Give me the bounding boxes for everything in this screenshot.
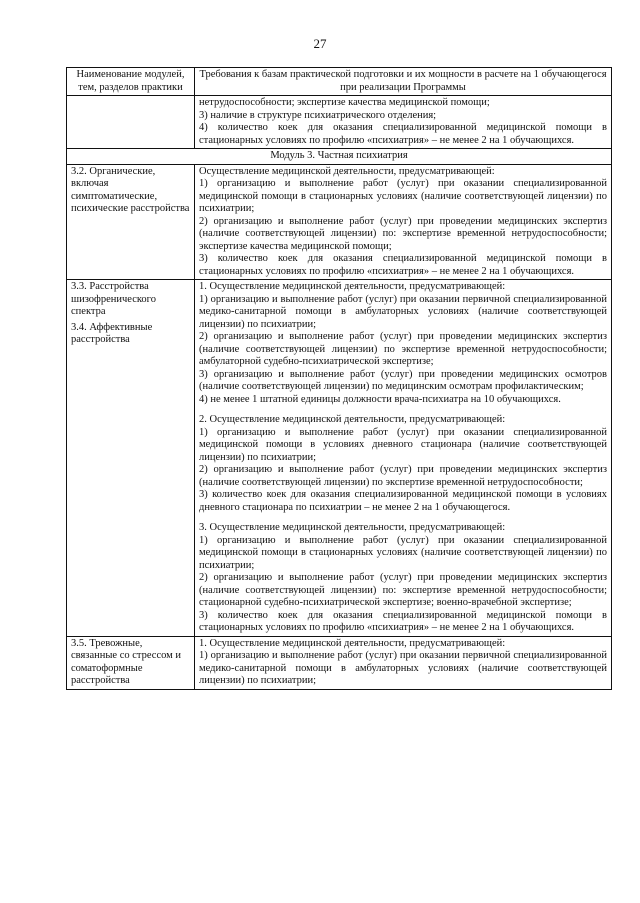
text-line: 1) организацию и выполнение работ (услуг) при оказании специализированной медицинской помощи в стационарных условиях (наличие соответствующей лицензии) по психиатрии; xyxy=(199,534,607,571)
empty-label-cell xyxy=(67,96,195,149)
text-line: 1. Осуществление медицинской деятельности, предусматривающей: xyxy=(199,281,506,292)
table-row xyxy=(67,96,612,149)
text-line: Осуществление медицинской деятельности, предусматривающей: xyxy=(199,165,495,177)
table-row xyxy=(67,164,612,280)
requirements-block-1 xyxy=(199,281,607,406)
module-title: Модуль 3. Частная психиатрия xyxy=(67,149,612,165)
section-label-cell xyxy=(67,164,195,280)
text-line: 2) организацию и выполнение работ (услуг) при проведении медицинских экспертиз (наличие соответствующей лицензии) по: экспертизе временной нетрудоспособности; стационарной судебно-психиатрической экспертизе; военно-врачебной экспертизе; xyxy=(199,572,607,608)
text-line: 2) организацию и выполнение работ (услуг) при проведении медицинских экспертиз (наличие соответствующей лицензии) по: экспертизе временной нетрудоспособности; экспертизе качества медицинской помощи; xyxy=(199,215,607,252)
table-header-row xyxy=(67,68,612,96)
column-header-requirements: Требования к базам практической подготовки и их мощности в расчете на 1 обучающегося при реализации Программы xyxy=(195,68,612,96)
text-line: 3) организацию и выполнение работ (услуг) при проведении медицинских осмотров (наличие соответствующей лицензии) по медицинским осмотрам профилактическим; xyxy=(199,368,607,392)
requirements-block-3 xyxy=(199,522,607,635)
section-label-cell xyxy=(67,280,195,637)
text-line: 3) наличие в структуре психиатрического отделения; xyxy=(199,109,437,121)
text-line: 1) организацию и выполнение работ (услуг) при оказании первичной специализированной медико-санитарной помощи в амбулаторных условиях (наличие соответствующей лицензии) по психиатрии; xyxy=(199,650,607,686)
text-line: 4) количество коек для оказания специализированной медицинской помощи в стационарных условиях по профилю «психиатрия» – не менее 2 на 1 обучающихся. xyxy=(199,122,607,146)
text-line: 1. Осуществление медицинской деятельности, предусматривающей: xyxy=(199,637,506,649)
section-requirements-cell xyxy=(195,636,612,689)
page-number: 27 xyxy=(313,36,327,51)
text-line: 3) количество коек для оказания специализированной медицинской помощи в стационарных условиях по профилю «психиатрия» – не менее 2 на 1 обучающихся. xyxy=(199,253,607,277)
section-requirements-cell xyxy=(195,280,612,637)
table-row xyxy=(67,280,612,637)
section-label-cell xyxy=(67,636,195,689)
section-requirements-cell xyxy=(195,164,612,280)
table-row xyxy=(67,636,612,689)
text-line: 2. Осуществление медицинской деятельности, предусматривающей: xyxy=(199,414,506,425)
module-row xyxy=(67,149,612,165)
column-header-modules: Наименование модулей, тем, разделов практики xyxy=(67,68,195,96)
requirements-table xyxy=(66,67,612,690)
text-line: 1) организацию и выполнение работ (услуг) при оказании специализированной медицинской помощи в условиях дневного стационара (наличие соответствующей лицензии) по психиатрии; xyxy=(199,426,607,463)
section-label: 3.2. Органические, включая симптоматические, психические расстройства xyxy=(71,165,190,214)
text-line: 3) количество коек для оказания специализированной медицинской помощи в условиях дневного стационара по психиатрии – не менее 2 на 1 обучающегося. xyxy=(199,489,607,513)
text-line: 3. Осуществление медицинской деятельности, предусматривающей: xyxy=(199,522,506,533)
section-label: 3.3. Расстройства шизофренического спектра xyxy=(71,281,156,317)
text-line: 1) организацию и выполнение работ (услуг) при оказании первичной специализированной медико-санитарной помощи в амбулаторных условиях (наличие соответствующей лицензии) по психиатрии; xyxy=(199,293,607,330)
requirements-block-2 xyxy=(199,414,607,514)
section-label: 3.5. Тревожные, связанные со стрессом и соматоформные расстройства xyxy=(71,637,182,686)
text-line: 2) организацию и выполнение работ (услуг) при проведении медицинских экспертиз (наличие соответствующей лицензии) по экспертизе временной нетрудоспособности; амбулаторной судебно-психиатрической экспертизе; xyxy=(199,331,607,367)
text-line: 3) количество коек для оказания специализированной медицинской помощи в стационарных условиях по профилю «психиатрия» – не менее 2 на 1 обучающихся. xyxy=(199,609,607,633)
text-line: 4) не менее 1 штатной единицы должности врача-психиатра на 10 обучающихся. xyxy=(199,393,561,405)
text-line: нетрудоспособности; экспертизе качества медицинской помощи; xyxy=(199,97,490,108)
continuation-cell xyxy=(195,96,612,149)
text-line: 2) организацию и выполнение работ (услуг) при проведении медицинских экспертиз (наличие соответствующей лицензии) по экспертизе временной нетрудоспособности; xyxy=(199,464,607,488)
text-line: 1) организацию и выполнение работ (услуг) при оказании специализированной медицинской помощи в стационарных условиях (наличие соответствующей лицензии) по психиатрии; xyxy=(199,178,607,214)
section-label: 3.4. Аффективные расстройства xyxy=(71,321,153,345)
